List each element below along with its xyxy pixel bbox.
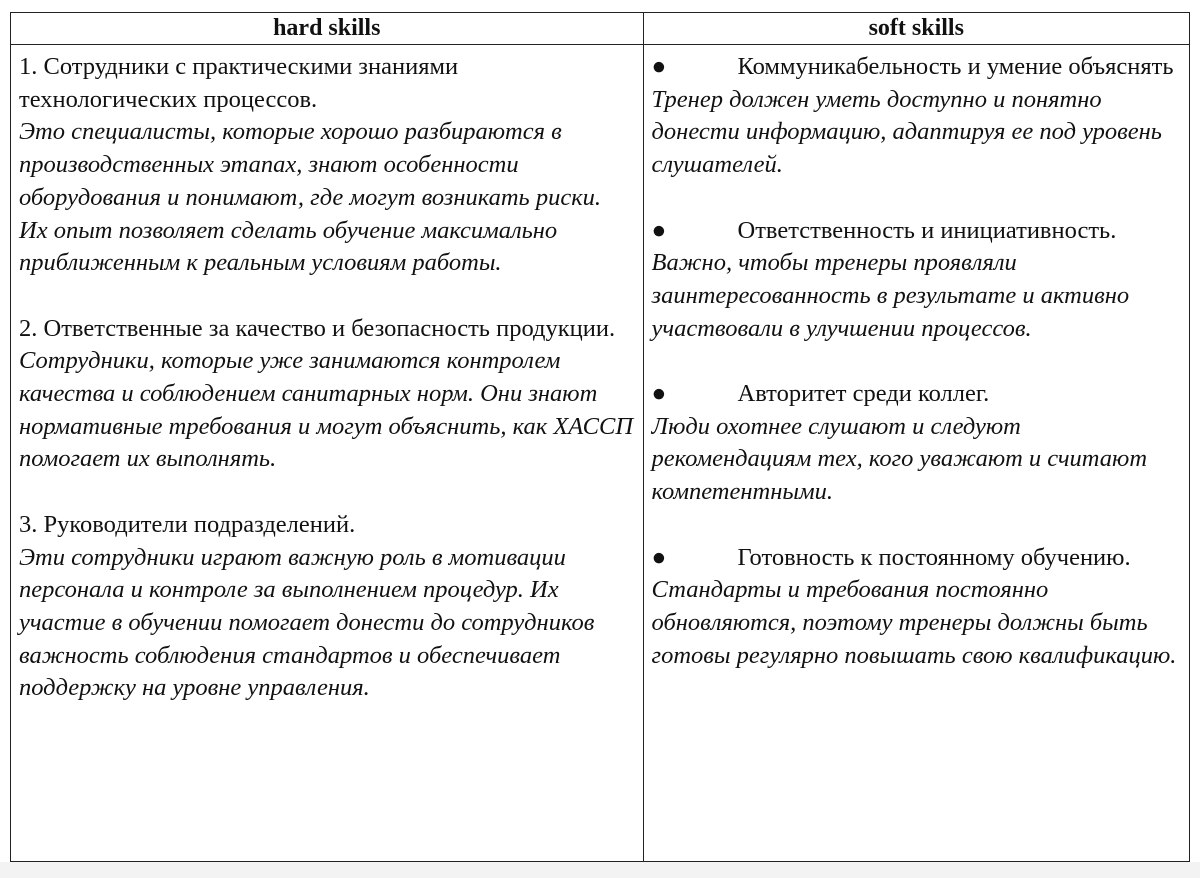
soft-skill-title: Авторитет среди коллег. — [737, 380, 990, 407]
bullet-icon: ● — [651, 543, 667, 571]
hard-skill-description: Это специалисты, которые хорошо разбираются в производственных этапах, знают особенности оборудования и понимают, где могут возникать риски. Их опыт позволяет сделать обучение максимально приближенным к реальным условиям работы. — [19, 118, 602, 277]
soft-skill-item — [652, 51, 1181, 182]
soft-skills-cell — [643, 45, 1189, 862]
hard-skill-description: Эти сотрудники играют важную роль в мотивации персонала и контроле за выполнением процедур. Их участие в обучении помогает донести до сотрудников важность соблюдения стандартов и обеспечивает поддержку на уровне управления. — [19, 543, 595, 702]
hard-skill-item — [19, 509, 635, 705]
header-soft-skills: soft skills — [643, 13, 1189, 45]
bullet-icon: ● — [651, 216, 667, 244]
content-row — [11, 45, 1190, 862]
header-hard-skills: hard skills — [11, 13, 644, 45]
soft-skill-description: Люди охотнее слушают и следуют рекомендациям тех, кого уважают и считают компетентными. — [651, 412, 1148, 506]
hard-skill-title: 3. Руководители подразделений. — [19, 510, 356, 538]
hard-skill-description: Сотрудники, которые уже занимаются контролем качества и соблюдением санитарных норм. Они знают нормативные требования и могут объяснить, как ХАССП помогает их выполнять. — [19, 347, 634, 473]
bullet-icon: ● — [651, 53, 667, 80]
soft-skill-title: Ответственность и инициативность. — [737, 216, 1117, 244]
soft-skill-title: Коммуникабельность и умение объяснять — [737, 53, 1174, 80]
hard-skill-item — [19, 51, 635, 280]
soft-skill-description: Стандарты и требования постоянно обновляются, поэтому тренеры должны быть готовы регулярно повышать свою квалификацию. — [651, 576, 1177, 669]
header-row — [11, 13, 1190, 45]
page-bottom-strip — [0, 862, 1200, 878]
hard-skill-item — [19, 313, 635, 477]
soft-skill-item — [652, 378, 1181, 509]
soft-skill-description: Важно, чтобы тренеры проявляли заинтересованность в результате и активно участвовали в улучшении процессов. — [651, 249, 1130, 342]
bullet-icon: ● — [651, 380, 667, 407]
soft-skill-description: Тренер должен уметь доступно и понятно донести информацию, адаптируя ее под уровень слушателей. — [651, 85, 1162, 179]
soft-skill-title: Готовность к постоянному обучению. — [737, 543, 1131, 571]
hard-skill-title: 1. Сотрудники с практическими знаниями технологических процессов. — [19, 53, 459, 113]
soft-skill-item — [652, 542, 1181, 673]
skills-table — [10, 12, 1190, 862]
hard-skill-title: 2. Ответственные за качество и безопасность продукции. — [19, 314, 616, 342]
hard-skills-cell — [11, 45, 644, 862]
soft-skill-item — [652, 215, 1181, 346]
